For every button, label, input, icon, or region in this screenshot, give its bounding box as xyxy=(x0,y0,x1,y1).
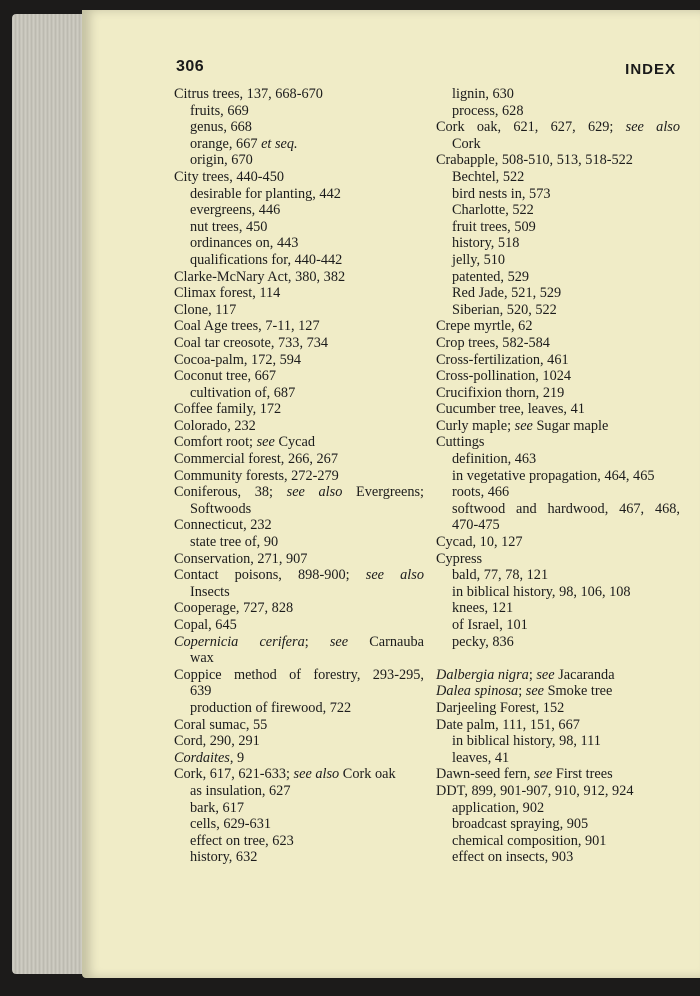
index-entry: Copal, 645 xyxy=(174,617,237,633)
index-subentry: effect on insects, 903 xyxy=(452,849,574,866)
index-subentry: origin, 670 xyxy=(190,152,253,169)
index-subentry: lignin, 630 xyxy=(452,86,514,102)
index-subentry: leaves, 41 xyxy=(452,749,510,766)
index-entry: Cocoa-palm, 172, 594 xyxy=(174,351,302,368)
index-subentry: Red Jade, 521, 529 xyxy=(452,285,562,302)
index-subentry: qualifications for, 440-442 xyxy=(190,251,343,268)
index-subentry: patented, 529 xyxy=(452,268,530,285)
index-entry: Crucifixion thorn, 219 xyxy=(436,384,565,401)
index-entry: Clarke-McNary Act, 380, 382 xyxy=(174,268,346,285)
index-entry: DDT, 899, 901-907, 910, 912, 924 xyxy=(436,782,634,799)
index-subentry: bird nests in, 573 xyxy=(452,185,551,202)
index-subentry: softwood and hardwood, 467, 468, xyxy=(452,500,680,517)
index-subentry: chemical composition, 901 xyxy=(452,832,607,849)
index-entry: Cuttings xyxy=(436,434,485,451)
index-entry: Cross-pollination, 1024 xyxy=(436,368,572,385)
index-entry: Dalea spinosa; see Smoke tree xyxy=(436,683,613,700)
page-number: 306 xyxy=(176,58,205,75)
index-subentry: effect on tree, 623 xyxy=(190,832,294,849)
index-column-right xyxy=(436,86,680,866)
index-subentry: bald, 77, 78, 121 xyxy=(452,567,549,584)
index-entry: Coffee family, 172 xyxy=(174,401,282,418)
index-subentry: pecky, 836 xyxy=(452,633,514,650)
index-subentry: broadcast spraying, 905 xyxy=(452,816,589,833)
index-subentry: application, 902 xyxy=(452,799,545,816)
index-subentry: Insects xyxy=(190,583,230,600)
index-entry: Cycad, 10, 127 xyxy=(436,534,523,551)
index-subentry: as insulation, 627 xyxy=(190,782,291,799)
index-subentry: roots, 466 xyxy=(452,484,510,501)
index-entry: Climax forest, 114 xyxy=(174,285,281,302)
index-entry: Date palm, 111, 151, 667 xyxy=(436,716,580,733)
index-entry: Cypress xyxy=(436,550,483,567)
index-column-left xyxy=(174,86,424,866)
index-entry: Cross-fertilization, 461 xyxy=(436,351,569,368)
index-entry: Darjeeling Forest, 152 xyxy=(436,699,565,716)
index-subentry: 470-475 xyxy=(452,517,500,534)
index-entry: Clone, 117 xyxy=(174,301,237,318)
index-entry: Crop trees, 582-584 xyxy=(436,334,550,351)
index-subentry: fruit trees, 509 xyxy=(452,218,536,235)
index-entry: Conservation, 271, 907 xyxy=(174,550,308,567)
index-entry: Dalbergia nigra; see Jacaranda xyxy=(436,666,615,683)
index-subentry: in vegetative propagation, 464, 465 xyxy=(452,467,655,484)
index-entry: Community forests, 272-279 xyxy=(174,467,339,484)
index-entry: Colorado, 232 xyxy=(174,417,256,434)
index-entry: Cordaites, 9 xyxy=(174,749,245,766)
index-entry: Coconut tree, 667 xyxy=(174,368,277,385)
index-entry: Cucumber tree, leaves, 41 xyxy=(436,401,585,418)
index-subentry: Bechtel, 522 xyxy=(452,168,525,185)
index-entry: Dawn-seed fern, see First trees xyxy=(436,766,613,783)
index-entry: Cord, 290, 291 xyxy=(174,733,260,750)
index-subentry: fruits, 669 xyxy=(190,102,249,119)
index-entry: Coal Age trees, 7-11, 127 xyxy=(174,318,320,335)
book-page-edges xyxy=(12,14,90,974)
index-entry: Coral sumac, 55 xyxy=(174,716,268,733)
index-entry: City trees, 440-450 xyxy=(174,168,284,185)
index-subentry: nut trees, 450 xyxy=(190,218,268,235)
index-subentry: in biblical history, 98, 111 xyxy=(452,733,601,750)
index-entry: Connecticut, 232 xyxy=(174,517,272,534)
index-subentry: orange, 667 et seq. xyxy=(190,135,298,152)
index-subentry: bark, 617 xyxy=(190,799,244,816)
index-subentry: Softwoods xyxy=(190,500,252,517)
index-subentry: knees, 121 xyxy=(452,600,514,617)
index-entry: Cooperage, 727, 828 xyxy=(174,600,294,617)
index-entry: Comfort root; see Cycad xyxy=(174,434,315,451)
index-subentry: process, 628 xyxy=(452,102,524,119)
index-subentry: genus, 668 xyxy=(190,119,252,136)
index-entry: Cork oak, 621, 627, 629; see also xyxy=(436,119,681,136)
index-entry: Commercial forest, 266, 267 xyxy=(174,451,338,468)
index-entry: Coniferous, 38; see also Evergreens; xyxy=(174,484,424,501)
index-entry: Coal tar creosote, 733, 734 xyxy=(174,334,329,351)
index-subentry: cells, 629-631 xyxy=(190,816,271,833)
index-entry: Crabapple, 508-510, 513, 518-522 xyxy=(436,152,633,169)
index-subentry: Siberian, 520, 522 xyxy=(452,301,557,318)
index-entry: Copernicia cerifera; see Carnauba xyxy=(174,633,424,650)
index-entry: Coppice method of forestry, 293-295, xyxy=(174,666,424,683)
index-subentry: evergreens, 446 xyxy=(190,202,281,219)
index-subentry: desirable for planting, 442 xyxy=(190,185,341,202)
index-subentry: Charlotte, 522 xyxy=(452,202,534,219)
index-subentry: in biblical history, 98, 106, 108 xyxy=(452,583,631,600)
index-subentry: jelly, 510 xyxy=(452,251,506,268)
index-entry: Crepe myrtle, 62 xyxy=(436,318,533,335)
index-subentry: 639 xyxy=(190,683,212,700)
index-subentry: Cork xyxy=(452,135,481,152)
index-subentry: production of firewood, 722 xyxy=(190,699,352,716)
index-subentry: cultivation of, 687 xyxy=(190,384,296,401)
index-entry: Curly maple; see Sugar maple xyxy=(436,417,609,434)
index-subentry: state tree of, 90 xyxy=(190,534,279,551)
index-entry: Cork, 617, 621-633; see also Cork oak xyxy=(174,766,396,783)
index-subentry: ordinances on, 443 xyxy=(190,235,299,252)
index-subentry: history, 632 xyxy=(190,849,258,866)
index-subentry: wax xyxy=(190,650,214,667)
index-entry: Citrus trees, 137, 668-670 xyxy=(174,86,323,102)
running-head: INDEX xyxy=(625,61,676,78)
index-subentry: definition, 463 xyxy=(452,451,537,468)
index-entry: Contact poisons, 898-900; see also xyxy=(174,567,424,584)
index-subentry: history, 518 xyxy=(452,235,520,252)
index-subentry: of Israel, 101 xyxy=(452,617,528,633)
